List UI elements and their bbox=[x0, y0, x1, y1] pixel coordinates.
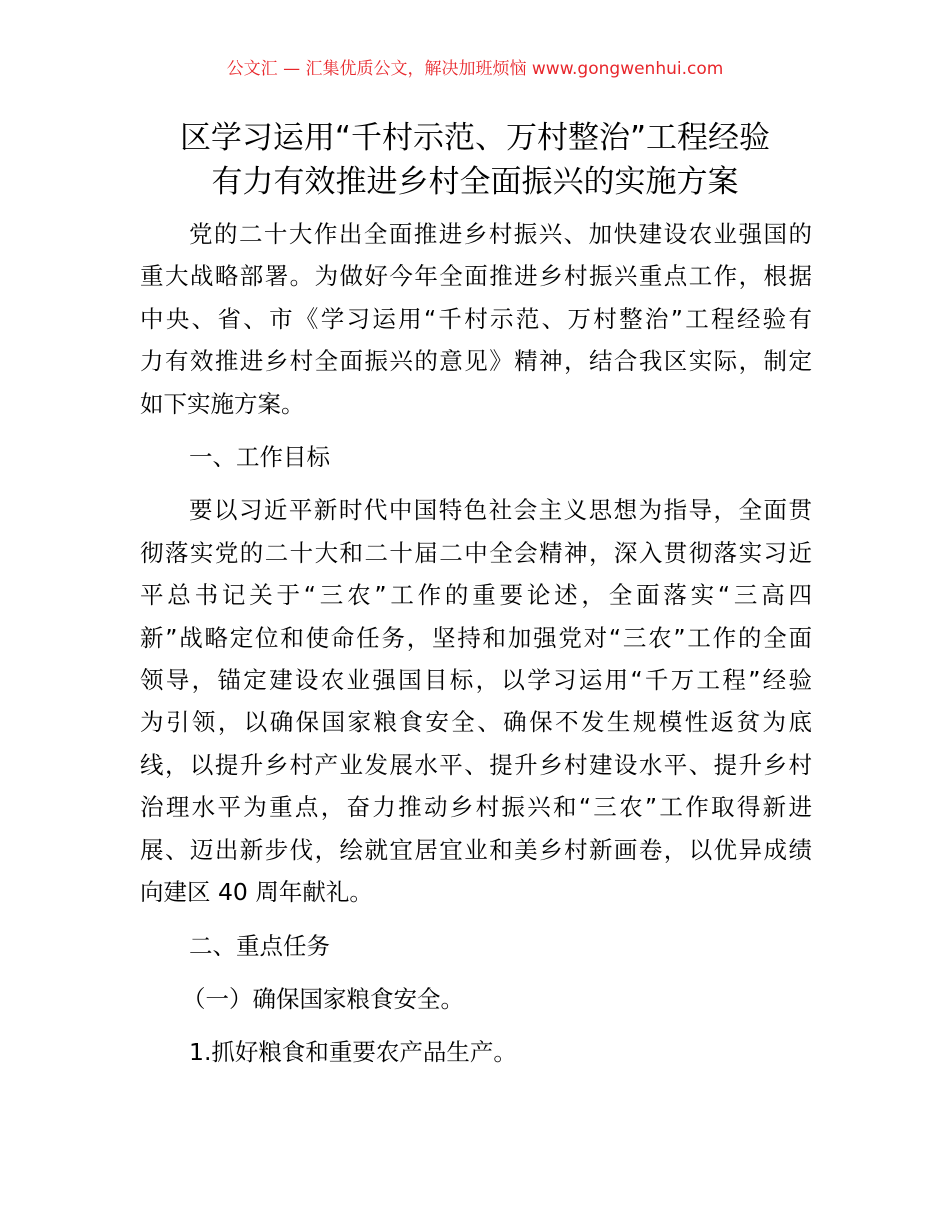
title-line-1: 区学习运用“千村示范、万村整治”工程经验 bbox=[179, 120, 771, 156]
paragraph-line: 向建区 40 周年献礼。 bbox=[140, 878, 373, 907]
paragraph-line: 展、迈出新步伐，绘就宜居宜业和美乡村新画卷，以优异成绩 bbox=[140, 835, 812, 864]
site-header: 公文汇 — 汇集优质公文，解决加班烦恼 www.gongwenhui.com bbox=[226, 59, 724, 79]
document-title bbox=[120, 116, 830, 204]
paragraph-line: 重大战略部署。为做好今年全面推进乡村振兴重点工作，根据 bbox=[140, 262, 812, 291]
paragraph-line: 为引领，以确保国家粮食安全、确保不发生规模性返贫为底 bbox=[140, 708, 812, 737]
paragraph-line: 中央、省、市《学习运用“千村示范、万村整治”工程经验有 bbox=[140, 304, 812, 333]
paragraph-line: 领导，锚定建设农业强国目标，以学习运用“千万工程”经验 bbox=[140, 666, 812, 695]
paragraph-line: 治理水平为重点，奋力推动乡村振兴和“三农”工作取得新进 bbox=[140, 793, 812, 822]
paragraph-line: 新”战略定位和使命任务，坚持和加强党对“三农”工作的全面 bbox=[140, 623, 812, 652]
paragraph-line: 党的二十大作出全面推进乡村振兴、加快建设农业强国的 bbox=[189, 220, 812, 248]
document-body bbox=[140, 213, 812, 1074]
item-heading: 1.抓好粮食和重要农产品生产。 bbox=[189, 1038, 517, 1067]
goals-paragraph bbox=[140, 489, 812, 913]
intro-paragraph bbox=[140, 213, 812, 425]
paragraph-line: 力有效推进乡村全面振兴的意见》精神，结合我区实际，制定 bbox=[140, 347, 812, 376]
section-heading-tasks: 二、重点任务 bbox=[189, 931, 330, 960]
paragraph-line: 平总书记关于“三农”工作的重要论述，全面落实“三高四 bbox=[140, 581, 812, 610]
subsection-heading: （一）确保国家粮食安全。 bbox=[182, 984, 464, 1013]
title-line-2: 有力有效推进乡村全面振兴的实施方案 bbox=[211, 164, 739, 200]
paragraph-line: 如下实施方案。 bbox=[140, 389, 305, 418]
section-heading-goals: 一、工作目标 bbox=[189, 443, 330, 472]
paragraph-line: 彻落实党的二十大和二十届二中全会精神，深入贯彻落实习近 bbox=[140, 538, 812, 567]
paragraph-line: 要以习近平新时代中国特色社会主义思想为指导，全面贯 bbox=[189, 496, 812, 525]
paragraph-line: 线，以提升乡村产业发展水平、提升乡村建设水平、提升乡村 bbox=[140, 750, 812, 779]
